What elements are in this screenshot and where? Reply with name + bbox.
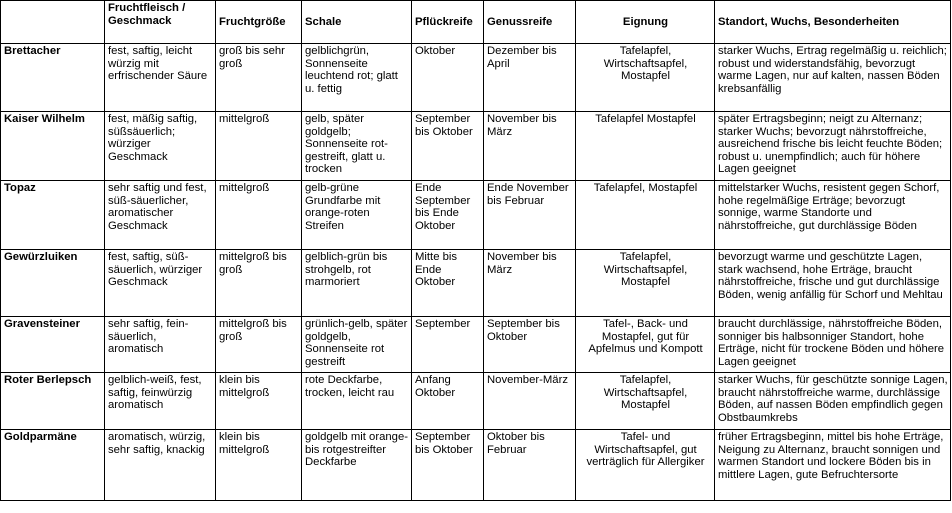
cell-genussreife: November bis März bbox=[484, 112, 576, 181]
header-schale: Schale bbox=[302, 1, 412, 44]
cell-eignung: Tafelapfel, Wirtschaftsapfel, Mostapfel bbox=[576, 44, 715, 112]
cell-fruchtfleisch: gelblich-weiß, fest, saftig, feinwürzig aromatisch bbox=[105, 373, 216, 430]
variety-name: Brettacher bbox=[1, 44, 105, 112]
table-row bbox=[1, 373, 951, 430]
cell-pflueckreife: Oktober bbox=[412, 44, 484, 112]
variety-name: Roter Berlepsch bbox=[1, 373, 105, 430]
cell-standort: starker Wuchs, Ertrag regelmäßig u. reichlich; robust und widerstandsfähig, bevorzugt warme Lagen, nur auf kalten, nassen Böden krebsanfällig bbox=[715, 44, 951, 112]
header-genussreife: Genussreife bbox=[484, 1, 576, 44]
cell-standort: mittelstarker Wuchs, resistent gegen Schorf, hohe regelmäßige Erträge; bevorzugt sonnige, warme Standorte und nährstoffreiche, gut durchlässige Böden bbox=[715, 181, 951, 250]
cell-fruchtgroesse: mittelgroß bis groß bbox=[216, 250, 302, 317]
variety-name: Topaz bbox=[1, 181, 105, 250]
cell-genussreife: Ende November bis Februar bbox=[484, 181, 576, 250]
table-row bbox=[1, 112, 951, 181]
cell-schale: goldgelb mit orange- bis rotgestreifter Deckfarbe bbox=[302, 430, 412, 501]
cell-pflueckreife: September bis Oktober bbox=[412, 112, 484, 181]
cell-fruchtfleisch: sehr saftig und fest, süß-säuerlicher, aromatischer Geschmack bbox=[105, 181, 216, 250]
cell-schale: gelblich-grün bis strohgelb, rot marmoriert bbox=[302, 250, 412, 317]
cell-genussreife: November-März bbox=[484, 373, 576, 430]
cell-standort: bevorzugt warme und geschützte Lagen, stark wachsend, hohe Erträge, braucht nährstoffreiche, frische und gut durchlässige Böden, wenig anfällig für Schorf und Mehltau bbox=[715, 250, 951, 317]
cell-genussreife: September bis Oktober bbox=[484, 317, 576, 373]
cell-fruchtfleisch: sehr saftig, fein-säuerlich, aromatisch bbox=[105, 317, 216, 373]
cell-fruchtgroesse: mittelgroß bbox=[216, 181, 302, 250]
cell-schale: gelb-grüne Grundfarbe mit orange-roten Streifen bbox=[302, 181, 412, 250]
cell-genussreife: Oktober bis Februar bbox=[484, 430, 576, 501]
variety-name: Gewürzluiken bbox=[1, 250, 105, 317]
header-eignung: Eignung bbox=[576, 1, 715, 44]
header-standort: Standort, Wuchs, Besonderheiten bbox=[715, 1, 951, 44]
table-row bbox=[1, 181, 951, 250]
cell-fruchtgroesse: groß bis sehr groß bbox=[216, 44, 302, 112]
variety-name: Kaiser Wilhelm bbox=[1, 112, 105, 181]
cell-eignung: Tafel-, Back- und Mostapfel, gut für Apfelmus und Kompott bbox=[576, 317, 715, 373]
table-row bbox=[1, 250, 951, 317]
cell-pflueckreife: Ende September bis Ende Oktober bbox=[412, 181, 484, 250]
variety-name: Gravensteiner bbox=[1, 317, 105, 373]
cell-standort: braucht durchlässige, nährstoffreiche Böden, sonniger bis halbsonniger Standort, hohe Erträge, nicht für trockene Böden und höhere Lagen geeignet bbox=[715, 317, 951, 373]
cell-fruchtgroesse: klein bis mittelgroß bbox=[216, 430, 302, 501]
table-row bbox=[1, 44, 951, 112]
cell-fruchtfleisch: fest, saftig, süß-säuerlich, würziger Geschmack bbox=[105, 250, 216, 317]
cell-standort: starker Wuchs, für geschützte sonnige Lagen, braucht nährstoffreiche warme, durchlässige Böden, auf nassen Böden empfindlich gegen Obstbaumkrebs bbox=[715, 373, 951, 430]
cell-standort: früher Ertragsbeginn, mittel bis hohe Erträge, Neigung zu Alternanz, braucht sonnigen und warmen Standort und lockere Böden bis in mittlere Lagen, gute Befruchtersorte bbox=[715, 430, 951, 501]
header-pflueckreife: Pflückreife bbox=[412, 1, 484, 44]
cell-fruchtgroesse: mittelgroß bis groß bbox=[216, 317, 302, 373]
cell-pflueckreife: Anfang Oktober bbox=[412, 373, 484, 430]
cell-eignung: Tafelapfel, Wirtschaftsapfel, Mostapfel bbox=[576, 250, 715, 317]
cell-standort: später Ertragsbeginn; neigt zu Alternanz; starker Wuchs; bevorzugt nährstoffreiche, ausreichend frische bis leicht feuchte Böden; robust u. unempfindlich; auch für höhere Lagen geeignet bbox=[715, 112, 951, 181]
cell-schale: gelblichgrün, Sonnenseite leuchtend rot; glatt u. fettig bbox=[302, 44, 412, 112]
cell-schale: grünlich-gelb, später goldgelb, Sonnenseite rot gestreift bbox=[302, 317, 412, 373]
cell-eignung: Tafelapfel, Mostapfel bbox=[576, 181, 715, 250]
table-row bbox=[1, 430, 951, 501]
cell-fruchtfleisch: fest, saftig, leicht würzig mit erfrischender Säure bbox=[105, 44, 216, 112]
cell-fruchtgroesse: mittelgroß bbox=[216, 112, 302, 181]
cell-genussreife: November bis März bbox=[484, 250, 576, 317]
cell-pflueckreife: September bbox=[412, 317, 484, 373]
cell-eignung: Tafel- und Wirtschaftsapfel, gut verträglich für Allergiker bbox=[576, 430, 715, 501]
cell-fruchtgroesse: klein bis mittelgroß bbox=[216, 373, 302, 430]
cell-fruchtfleisch: aromatisch, würzig, sehr saftig, knackig bbox=[105, 430, 216, 501]
header-variety bbox=[1, 1, 105, 44]
cell-fruchtfleisch: fest, mäßig saftig, süßsäuerlich; würziger Geschmack bbox=[105, 112, 216, 181]
header-fruchtgroesse: Fruchtgröße bbox=[216, 1, 302, 44]
table-header-row bbox=[1, 1, 951, 44]
header-fruchtfleisch: Fruchtfleisch / Geschmack bbox=[105, 1, 216, 44]
cell-schale: rote Deckfarbe, trocken, leicht rau bbox=[302, 373, 412, 430]
cell-genussreife: Dezember bis April bbox=[484, 44, 576, 112]
variety-name: Goldparmäne bbox=[1, 430, 105, 501]
cell-eignung: Tafelapfel, Wirtschaftsapfel, Mostapfel bbox=[576, 373, 715, 430]
table-row bbox=[1, 317, 951, 373]
cell-eignung: Tafelapfel Mostapfel bbox=[576, 112, 715, 181]
cell-pflueckreife: Mitte bis Ende Oktober bbox=[412, 250, 484, 317]
cell-schale: gelb, später goldgelb; Sonnenseite rot-gestreift, glatt u. trocken bbox=[302, 112, 412, 181]
cell-pflueckreife: September bis Oktober bbox=[412, 430, 484, 501]
